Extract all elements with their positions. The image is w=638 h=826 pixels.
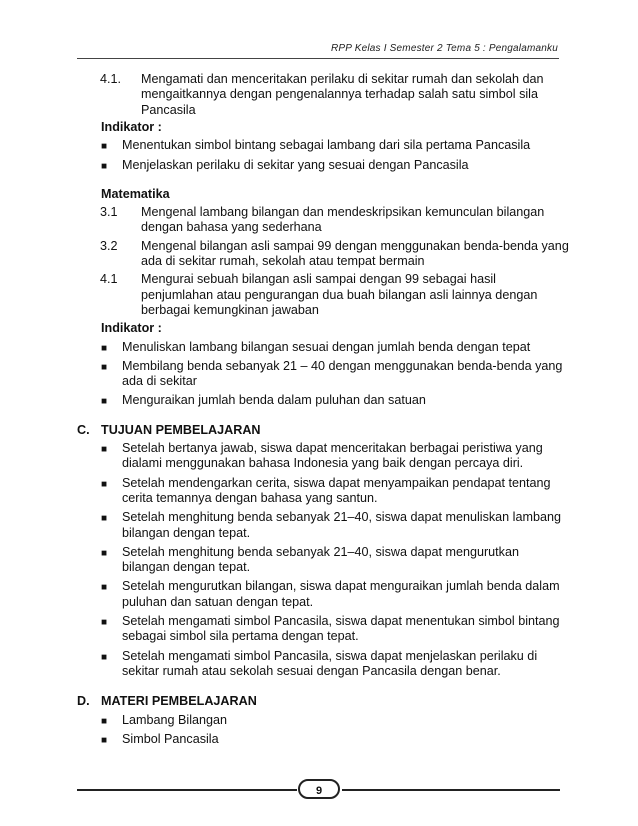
objective-item-number: 4.1. [100, 72, 122, 86]
indikator-label: Indikator : [101, 321, 162, 336]
competency-item-text: ada di sekitar rumah, sekolah atau tempat bermain [141, 254, 425, 268]
tujuan-item-text: Setelah mendengarkan cerita, siswa dapat menyampaikan pendapat tentang [122, 475, 551, 490]
tujuan-item-text: Setelah menghitung benda sebanyak 21–40, siswa dapat mengurutkan [122, 544, 519, 559]
bullet-marker: ■ [101, 651, 108, 663]
bullet-marker: ■ [101, 582, 108, 594]
indikator-item-text: ada di sekitar [122, 374, 197, 389]
indikator-item-text: Membilang benda sebanyak 21 – 40 dengan menggunakan benda-benda yang [122, 358, 563, 373]
indikator-item-text: Menjelaskan perilaku di sekitar yang sesuai dengan Pancasila [122, 157, 469, 172]
indikator-item-text: Menguraikan jumlah benda dalam puluhan dan satuan [122, 393, 426, 408]
competency-item-text: dengan bahasa yang sederhana [141, 220, 322, 235]
tujuan-item-text: puluhan dan satuan dengan tepat. [122, 594, 314, 609]
bullet-marker: ■ [101, 734, 108, 746]
tujuan-item-text: Setelah mengamati simbol Pancasila, siswa dapat menjelaskan perilaku di [122, 648, 538, 663]
objective-item-text: Mengamati dan menceritakan perilaku di sekitar rumah dan sekolah dan [141, 72, 544, 86]
tujuan-item-text: sekitar rumah atau sekolah sesuai dengan Pancasila dengan benar. [122, 663, 501, 678]
indikator-item-text: Menuliskan lambang bilangan sesuai dengan jumlah benda dengan tepat [122, 339, 531, 354]
bullet-marker: ■ [101, 478, 108, 490]
footer-rule-right [342, 789, 560, 791]
indikator-item-text: Menentukan simbol bintang sebagai lambang dari sila pertama Pancasila [122, 138, 531, 153]
matematika-title: Matematika [101, 186, 170, 201]
tujuan-item-text: bilangan dengan tepat. [122, 525, 251, 540]
running-header: RPP Kelas I Semester 2 Tema 5 : Pengalamanku [330, 43, 558, 54]
materi-item-text: Lambang Bilangan [122, 712, 228, 727]
competency-item-number: 3.2 [100, 238, 118, 253]
bullet-marker: ■ [101, 141, 108, 153]
page-number: 9 [298, 779, 340, 799]
competency-item-text: Mengurai sebuah bilangan asli sampai dengan 99 sebagai hasil [141, 272, 496, 287]
competency-item-text: penjumlahan atau pengurangan dua buah bilangan asli lainnya dengan [141, 287, 538, 302]
bullet-marker: ■ [101, 715, 108, 727]
bullet-marker: ■ [101, 160, 108, 172]
tujuan-item-text: cerita temannya dengan bahasa yang santun. [122, 490, 378, 505]
competency-item-number: 3.1 [100, 205, 118, 220]
competency-item-number: 4.1 [100, 272, 118, 287]
section-title: MATERI PEMBELAJARAN [101, 694, 257, 709]
bullet-marker: ■ [101, 513, 108, 525]
materi-item-text: Simbol Pancasila [122, 731, 219, 746]
tujuan-item-text: Setelah bertanya jawab, siswa dapat menceritakan berbagai peristiwa yang [122, 441, 543, 455]
bullet-marker: ■ [101, 547, 108, 559]
tujuan-item-text: dialami menggunakan bahasa Indonesia yang baik dengan percaya diri. [122, 456, 524, 471]
competency-item-text: Mengenal lambang bilangan dan mendeskripsikan kemunculan bilangan [141, 205, 545, 220]
bullet-marker: ■ [101, 444, 108, 455]
bullet-marker: ■ [101, 342, 108, 354]
indikator-label: Indikator : [101, 119, 162, 134]
competency-item-text: Mengenal bilangan asli sampai 99 dengan menggunakan benda-benda yang [141, 238, 569, 253]
objective-item-text: mengaitkannya dengan pengenalannya terhadap salah satu simbol sila [141, 87, 538, 102]
competency-item-text: berbagai kemungkinan jawaban [141, 302, 319, 317]
tujuan-item-text: Setelah mengamati simbol Pancasila, siswa dapat menentukan simbol bintang [122, 614, 560, 628]
bullet-marker: ■ [101, 617, 108, 628]
header-rule [77, 58, 559, 59]
section-letter: C. [77, 422, 90, 437]
section-title: TUJUAN PEMBELAJARAN [101, 422, 261, 437]
tujuan-item-text: Setelah mengurutkan bilangan, siswa dapat menguraikan jumlah benda dalam [122, 579, 560, 594]
tujuan-item-text: sebagai simbol sila pertama dengan tepat. [122, 629, 359, 644]
bullet-marker: ■ [101, 361, 108, 373]
bullet-marker: ■ [101, 396, 108, 408]
objective-item-text: Pancasila [141, 102, 196, 117]
footer-rule-left [77, 789, 297, 791]
tujuan-item-text: Setelah menghitung benda sebanyak 21–40, siswa dapat menuliskan lambang [122, 510, 561, 525]
section-letter: D. [77, 694, 90, 709]
tujuan-item-text: bilangan dengan tepat. [122, 560, 251, 575]
